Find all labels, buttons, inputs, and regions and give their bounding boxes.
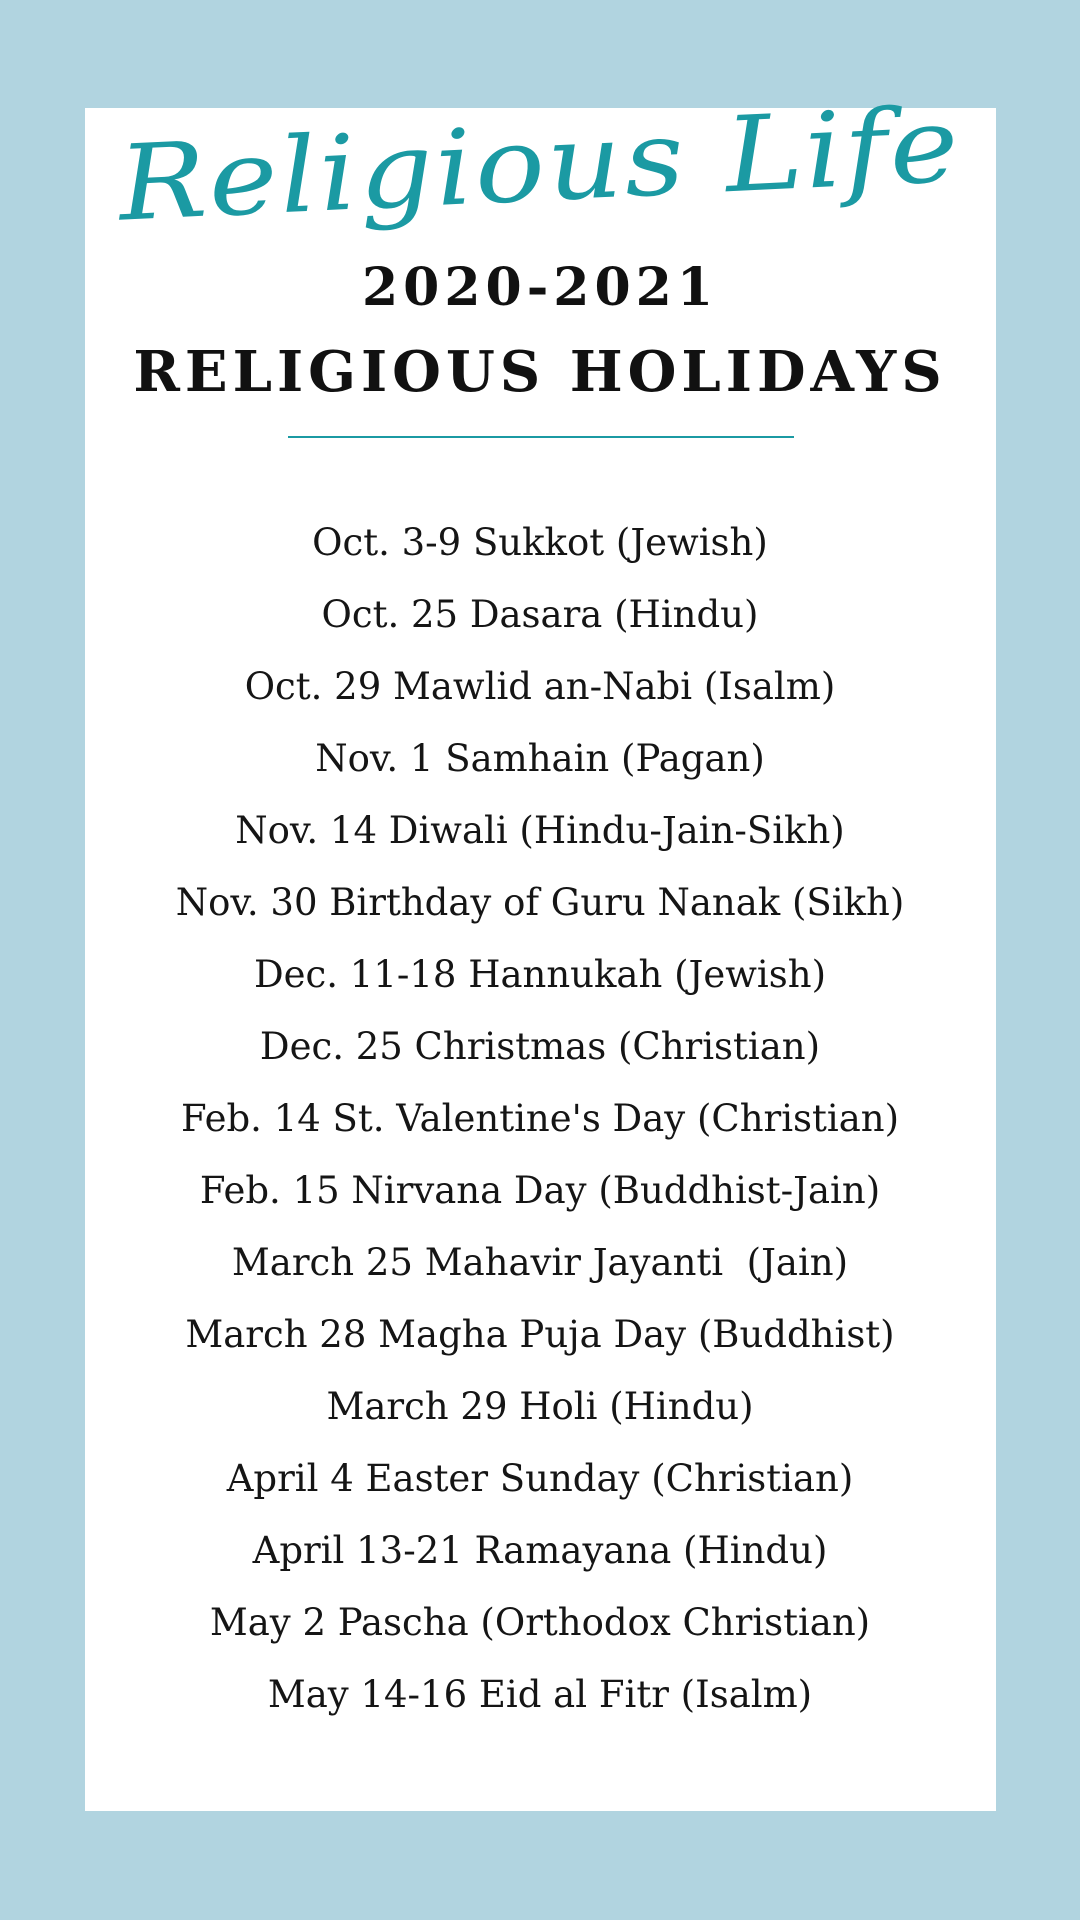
holiday-item: Dec. 25 Christmas (Christian) (259, 1025, 821, 1068)
holiday-item: March 28 Magha Puja Day (Buddhist) (185, 1313, 895, 1356)
holiday-item: April 13-21 Ramayana (Hindu) (252, 1529, 828, 1572)
holiday-item: March 25 Mahavir Jayanti (Jain) (231, 1241, 849, 1284)
page-title: RELIGIOUS HOLIDAYS (133, 339, 947, 405)
divider (288, 436, 794, 438)
holiday-item: March 29 Holi (Hindu) (326, 1385, 754, 1428)
holiday-item: May 14-16 Eid al Fitr (Isalm) (267, 1673, 813, 1716)
holiday-item: Oct. 3-9 Sukkot (Jewish) (312, 521, 768, 564)
year-range: 2020-2021 (361, 257, 719, 318)
script-title: Religious Life (115, 83, 964, 245)
holiday-item: Nov. 14 Diwali (Hindu-Jain-Sikh) (235, 809, 845, 852)
holiday-item: Feb. 14 St. Valentine's Day (Christian) (180, 1097, 900, 1140)
holiday-item: Oct. 25 Dasara (Hindu) (321, 593, 759, 636)
holiday-item: Feb. 15 Nirvana Day (Buddhist-Jain) (199, 1169, 881, 1212)
holiday-item: Nov. 30 Birthday of Guru Nanak (Sikh) (175, 881, 905, 924)
holiday-item: April 4 Easter Sunday (Christian) (226, 1457, 854, 1500)
holiday-item: Dec. 11-18 Hannukah (Jewish) (253, 953, 827, 996)
holiday-item: Oct. 29 Mawlid an-Nabi (Isalm) (244, 665, 836, 708)
holiday-item: May 2 Pascha (Orthodox Christian) (209, 1601, 871, 1644)
holiday-list (0, 507, 1080, 1731)
holiday-item: Nov. 1 Samhain (Pagan) (315, 737, 765, 780)
